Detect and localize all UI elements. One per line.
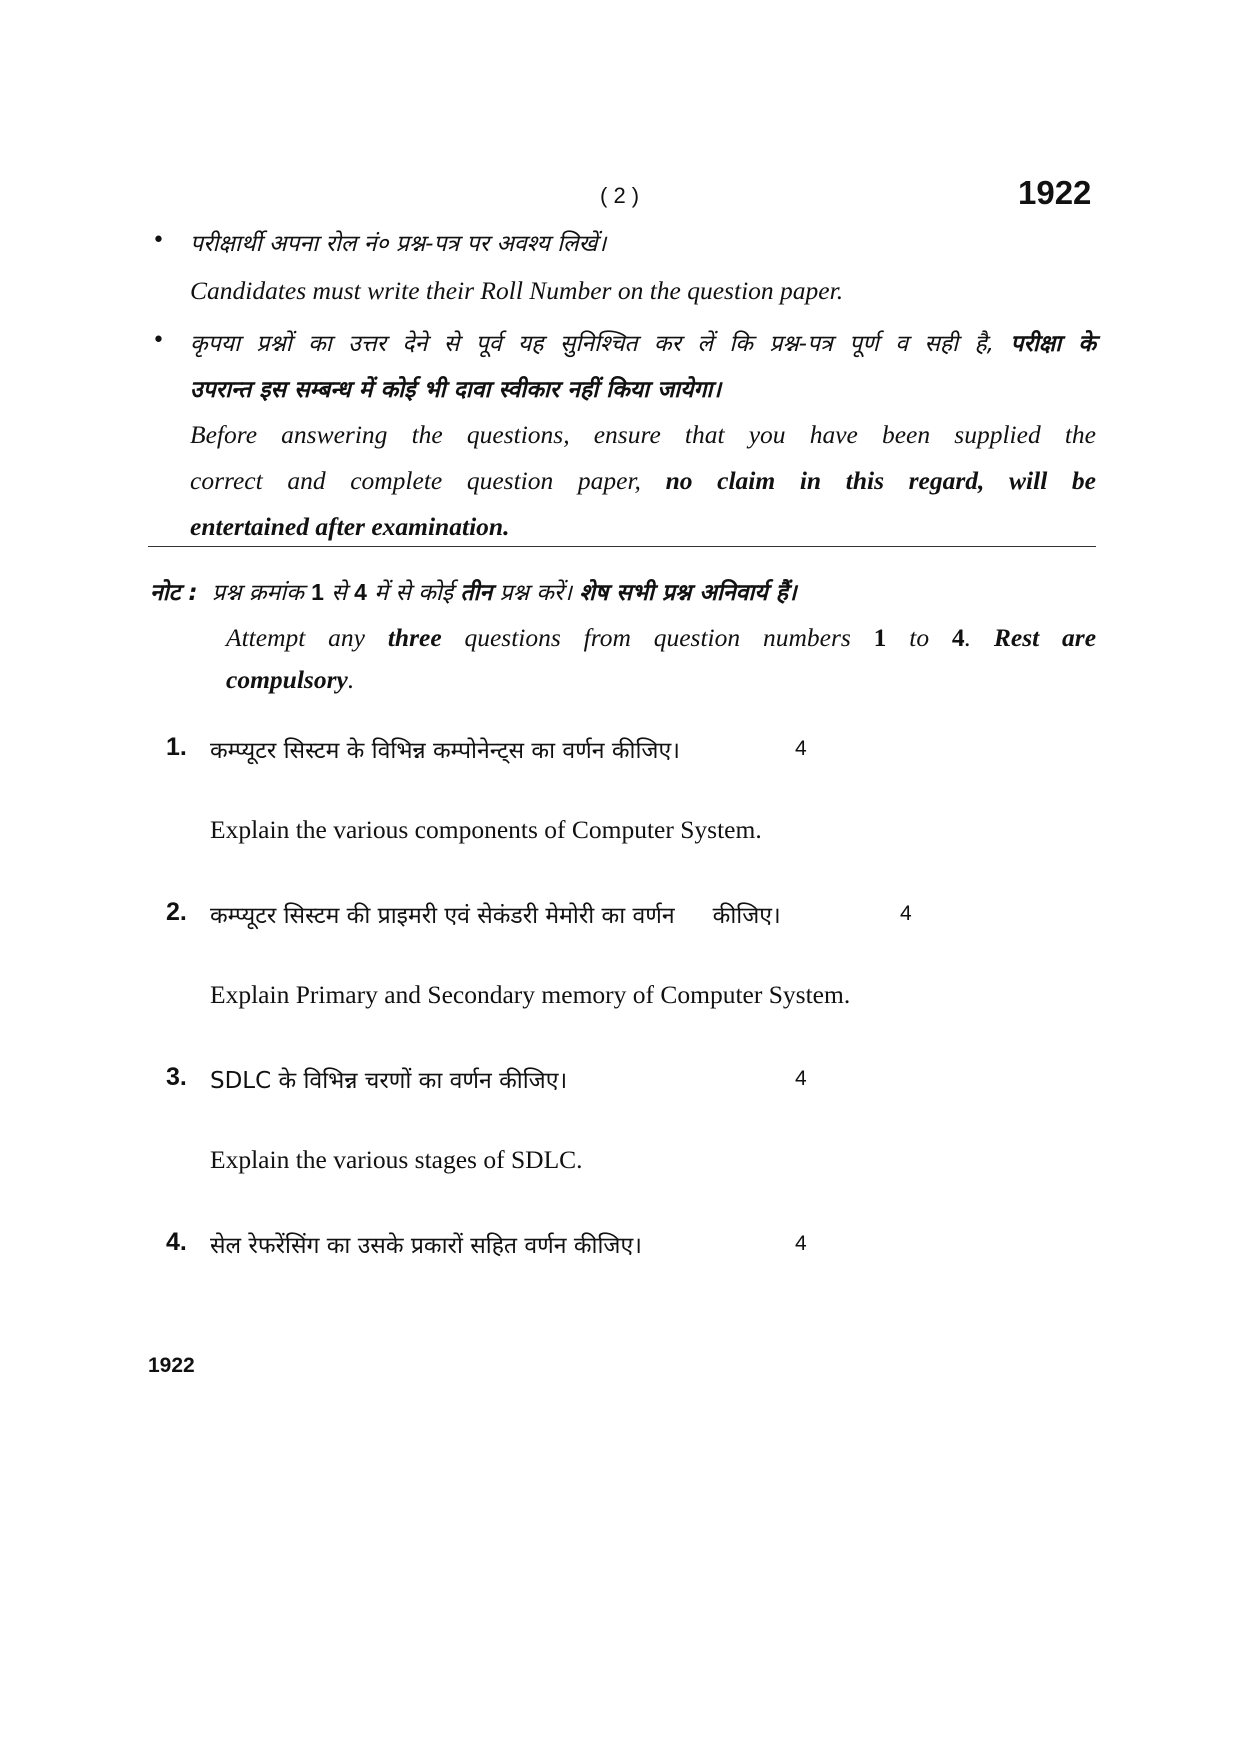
question-marks: 4 [795, 737, 807, 760]
question-hindi: कम्प्यूटर सिस्टम की प्राइमरी एवं सेकंडरी मेमोरी का वर्णन कीजिए। [210, 903, 781, 929]
instruction-1-english: Candidates must write their Roll Number on the question paper. [190, 276, 844, 305]
question-number: 4. [166, 1228, 187, 1256]
instruction-2-english-emphasis: no claim in this regard, will be [665, 466, 1097, 495]
question-english: Explain the various components of Computer System. [210, 815, 762, 844]
question-english: Explain the various stages of SDLC. [210, 1145, 583, 1174]
instruction-2-english-line1: Before answering the questions, ensure that you have been supplied the [190, 420, 1096, 449]
paper-code: 1922 [1018, 174, 1092, 211]
question-marks: 4 [795, 1232, 807, 1255]
instruction-2-hindi-line1: कृपया प्रश्नों का उत्तर देने से पूर्व यह सुनिश्चित कर लें कि प्रश्न-पत्र पूर्ण व सही है, परीक्षा के [190, 331, 1096, 357]
note-label: नोट : [150, 580, 198, 606]
instruction-2-hindi-line2: उपरान्त इस सम्बन्ध में कोई भी दावा स्वीकार नहीं किया जायेगा। [190, 377, 722, 403]
note-english-line2: compulsory. [226, 665, 355, 694]
instruction-2-english-line3: entertained after examination. [190, 512, 510, 541]
note-hindi: नोट : प्रश्न क्रमांक 1 से 4 में से कोई तीन प्रश्न करें। शेष सभी प्रश्न अनिवार्य हैं। [150, 579, 797, 606]
footer-paper-code: 1922 [148, 1354, 195, 1377]
question-hindi: सेल रेफरेंसिंग का उसके प्रकारों सहित वर्णन कीजिए। [210, 1233, 642, 1259]
instruction-2-english-line2: correct and complete question paper, no claim in this regard, will be [190, 466, 1097, 495]
question-number: 2. [166, 898, 187, 926]
page-number: ( 2 ) [600, 183, 640, 208]
instruction-2-hindi-emphasis: परीक्षा के [1010, 331, 1096, 357]
bullet-icon: • [152, 328, 165, 353]
question-hindi: SDLC के विभिन्न चरणों का वर्णन कीजिए। [210, 1068, 568, 1094]
question-number: 3. [166, 1063, 187, 1091]
question-hindi: कम्प्यूटर सिस्टम के विभिन्न कम्पोनेन्ट्स का वर्णन कीजिए। [210, 738, 680, 764]
question-marks: 4 [900, 902, 912, 925]
question-english: Explain Primary and Secondary memory of Computer System. [210, 980, 851, 1009]
question-number: 1. [166, 733, 187, 761]
bullet-icon: • [152, 228, 165, 253]
note-english-line1: Attempt any three questions from question numbers 1 to 4. Rest are [226, 623, 1097, 652]
question-marks: 4 [795, 1067, 807, 1090]
divider [148, 546, 1096, 547]
instruction-1-hindi: परीक्षार्थी अपना रोल नं० प्रश्न-पत्र पर अवश्य लिखें। [190, 231, 607, 257]
